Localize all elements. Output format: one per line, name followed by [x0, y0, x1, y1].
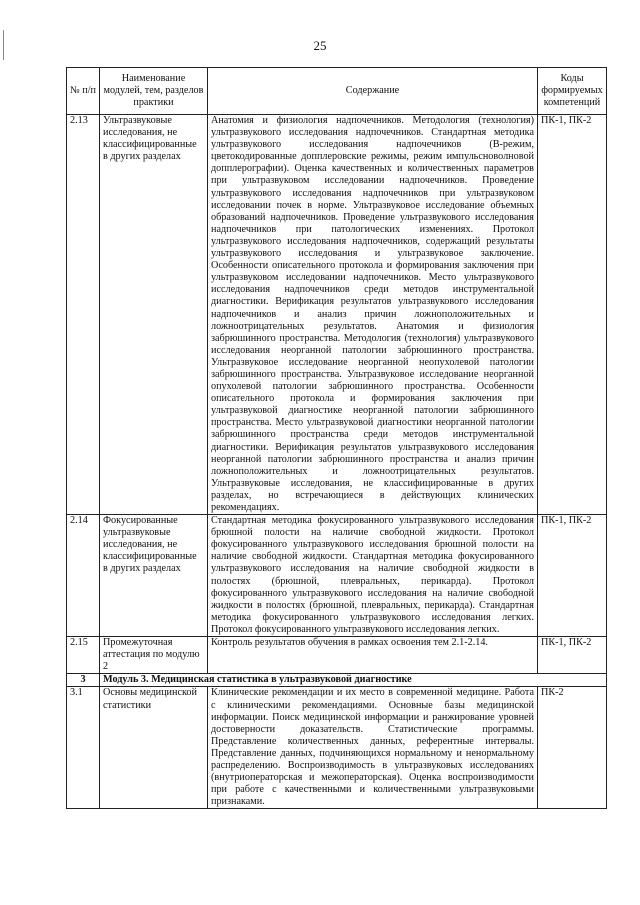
row-name: Основы медицинской статистики [100, 687, 208, 809]
row-content: Контроль результатов обучения в рамках освоения тем 2.1-2.14. [208, 637, 538, 674]
row-codes: ПК-1, ПК-2 [538, 515, 607, 637]
header-name: Наименование модулей, тем, разделов практики [100, 68, 208, 115]
row-name: Промежуточная аттестация по модулю 2 [100, 637, 208, 674]
row-name: Фокусированные ультразвуковые исследования, не классифицированные в других разделах [100, 515, 208, 637]
row-codes: ПК-1, ПК-2 [538, 637, 607, 674]
row-content: Клинические рекомендации и их место в современной медицине. Работа с клиническими рекомендациями. Основные базы медицинской информации. Поиск медицинской информации и ранжирование уровней достоверности доказательств. Статистические программы. Представление количественных данных, референтные интервалы. Представление данных, подчиняющихся нормальному и ненормальному распределению. Воспроизводимость в ультразвуковых исследованиях (внутриоператорская и межоператорская). Оценка воспроизводимости при работе с качественными и количественными ультразвуковыми признаками. [208, 687, 538, 809]
module-title: Модуль 3. Медицинская статистика в ультразвуковой диагностике [100, 674, 607, 687]
row-codes: ПК-2 [538, 687, 607, 809]
row-num: 2.15 [67, 637, 100, 674]
row-codes: ПК-1, ПК-2 [538, 115, 607, 515]
module-row [67, 674, 607, 687]
row-content: Стандартная методика фокусированного ультразвукового исследования брюшной полости на наличие свободной жидкости. Протокол фокусированного ультразвукового исследования брюшной полости на наличие свободной жидкости. Стандартная методика фокусированного ультразвукового исследования на наличие свободной жидкости в полостях (брюшной, плевральных, перикарда). Протокол фокусированного ультразвукового исследования на наличие свободной жидкости в полостях (брюшной, плевральных, перикарда). Стандартная методика фокусированного ультразвукового исследования легких. Протокол фокусированного ультразвукового исследования легких. [208, 515, 538, 637]
row-content: Анатомия и физиология надпочечников. Методология (технология) ультразвукового исследования надпочечников. Стандартная методика ультразвукового исследования надпочечников (В-режим, цветокодированные допплеровские режимы, режим импульсноволновой допплерографии). Оценка качественных и количественных параметров при ультразвуковом исследовании надпочечников. Проведение ультразвукового исследования надпочечников при ультразвуковом исследовании почек в норме. Ультразвуковое исследование объемных образований надпочечников. Проведение ультразвукового исследования надпочечников при патологических изменениях. Протокол ультразвукового исследования надпочечников, содержащий результаты ультразвукового исследования и ультразвуковое заключение. Особенности описательного протокола и формирования заключения при ультразвуковом исследовании надпочечников. Место ультразвукового исследования надпочечников среди методов инструментальной диагностики. Верификация результатов ультразвукового исследования надпочечников и анализ причин ложноположительных и ложноотрицательных результатов. Анатомия и физиология забрюшинного пространства. Методология (технология) ультразвукового исследования неорганной патологии забрюшинного пространства. Ультразвуковое исследование неорганной неопухолевой патологии забрюшинного пространства. Ультразвуковое исследование неорганной опухолевой патологии забрюшинного пространства. Особенности описательного протокола и формирования заключения при ультразвуковой диагностике неорганной патологии забрюшинного пространства. Место ультразвуковой диагностики неорганной патологии забрюшинного пространства среди методов инструментальной диагностики. Верификация результатов ультразвукового исследования неорганной патологии забрюшинного пространства и анализ причин ложноположительных и ложноотрицательных результатов. Ультразвуковые исследования, не классифицированные в других разделах, но встречающиеся в действующих клинических рекомендациях. [208, 115, 538, 515]
module-num: 3 [67, 674, 100, 687]
table-header-row [67, 68, 607, 115]
row-num: 2.13 [67, 115, 100, 515]
row-name: Ультразвуковые исследования, не классифицированные в других разделах [100, 115, 208, 515]
table-row [67, 515, 607, 637]
table-row [67, 687, 607, 809]
header-content: Содержание [208, 68, 538, 115]
header-num: № п/п [67, 68, 100, 115]
table-row [67, 115, 607, 515]
curriculum-table [66, 67, 607, 809]
page-number: 25 [313, 38, 327, 53]
header-codes: Коды формируемых компетенций [538, 68, 607, 115]
row-num: 3.1 [67, 687, 100, 809]
table-row [67, 637, 607, 674]
row-num: 2.14 [67, 515, 100, 637]
